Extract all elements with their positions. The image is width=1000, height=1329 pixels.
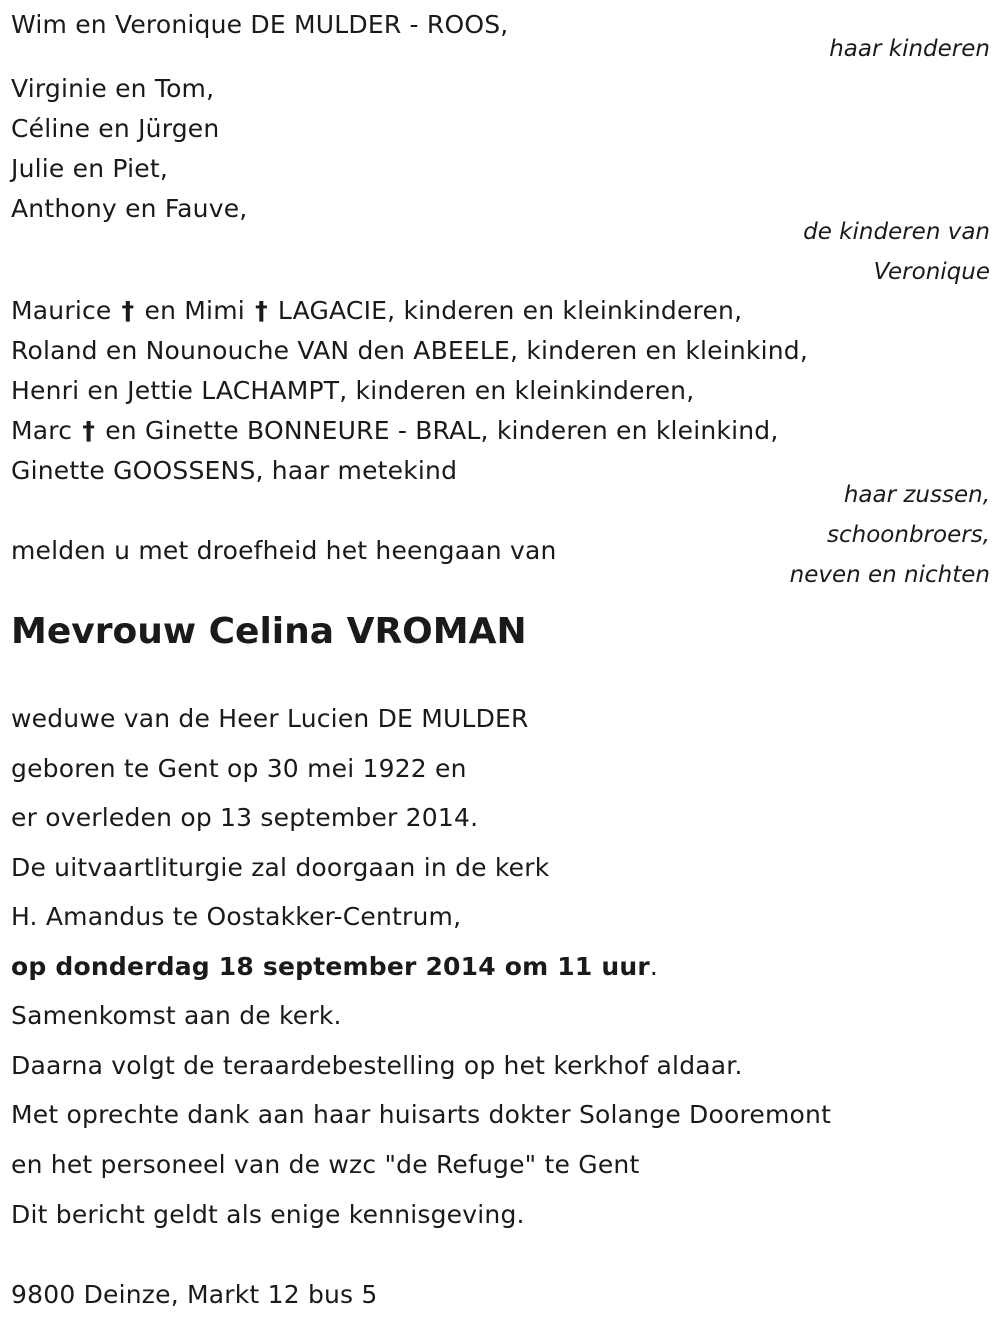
family-line-celine-jurgen: Céline en Jürgen (11, 114, 220, 143)
detail-notice: Dit bericht geldt als enige kennisgeving. (11, 1200, 525, 1229)
cross-symbol: † (121, 296, 135, 325)
family-line-julie-piet: Julie en Piet, (11, 154, 169, 183)
name-marc: Marc (11, 416, 73, 445)
cross-symbol: † (82, 416, 96, 445)
detail-burial: Daarna volgt de teraardebestelling op het kerkhof aldaar. (11, 1051, 743, 1080)
funeral-date-bold: op donderdag 18 september 2014 om 11 uur (11, 952, 650, 981)
name-maurice: Maurice (11, 296, 112, 325)
detail-died: er overleden op 13 september 2014. (11, 803, 479, 832)
family-line-virginie-tom: Virginie en Tom, (11, 74, 215, 103)
family-line-maurice-mimi (11, 296, 742, 326)
family-line-marc-ginette (11, 416, 779, 446)
relation-veronique: Veronique (873, 259, 990, 285)
detail-thanks-staff: en het personeel van de wzc "de Refuge" te Gent (11, 1150, 640, 1179)
detail-funeral-date (11, 952, 658, 982)
family-line-wim-veronique: Wim en Veronique DE MULDER - ROOS, (11, 10, 509, 39)
detail-church: H. Amandus te Oostakker-Centrum, (11, 902, 462, 931)
family-line-roland-nounouche: Roland en Nounouche VAN den ABEELE, kinderen en kleinkind, (11, 336, 809, 365)
relation-kinderen-van: de kinderen van (803, 219, 990, 245)
relation-neven-nichten: neven en nichten (789, 562, 990, 588)
family-line-henri-jettie: Henri en Jettie LACHAMPT, kinderen en kleinkinderen, (11, 376, 695, 405)
funeral-date-period: . (649, 952, 659, 981)
relation-haar-kinderen: haar kinderen (829, 36, 990, 62)
name-lagacie: LAGACIE, kinderen en kleinkinderen, (277, 296, 743, 325)
relation-haar-zussen: haar zussen, (843, 482, 990, 508)
family-line-ginette-goossens: Ginette GOOSSENS, haar metekind (11, 456, 458, 485)
detail-widow: weduwe van de Heer Lucien DE MULDER (11, 704, 529, 733)
name-ginette-bonneure: en Ginette BONNEURE - BRAL, kinderen en kleinkind, (105, 416, 779, 445)
address: 9800 Deinze, Markt 12 bus 5 (11, 1280, 378, 1309)
detail-gathering: Samenkomst aan de kerk. (11, 1001, 342, 1030)
relation-schoonbroers: schoonbroers, (827, 522, 990, 548)
name-mimi: en Mimi (144, 296, 245, 325)
family-line-anthony-fauve: Anthony en Fauve, (11, 194, 248, 223)
cross-symbol: † (255, 296, 268, 325)
detail-liturgy: De uitvaartliturgie zal doorgaan in de kerk (11, 853, 550, 882)
deceased-name: Mevrouw Celina VROMAN (11, 611, 527, 652)
detail-born: geboren te Gent op 30 mei 1922 en (11, 754, 467, 783)
detail-thanks-doctor: Met oprechte dank aan haar huisarts dokter Solange Dooremont (11, 1100, 832, 1129)
announcement-text: melden u met droefheid het heengaan van (11, 536, 557, 565)
